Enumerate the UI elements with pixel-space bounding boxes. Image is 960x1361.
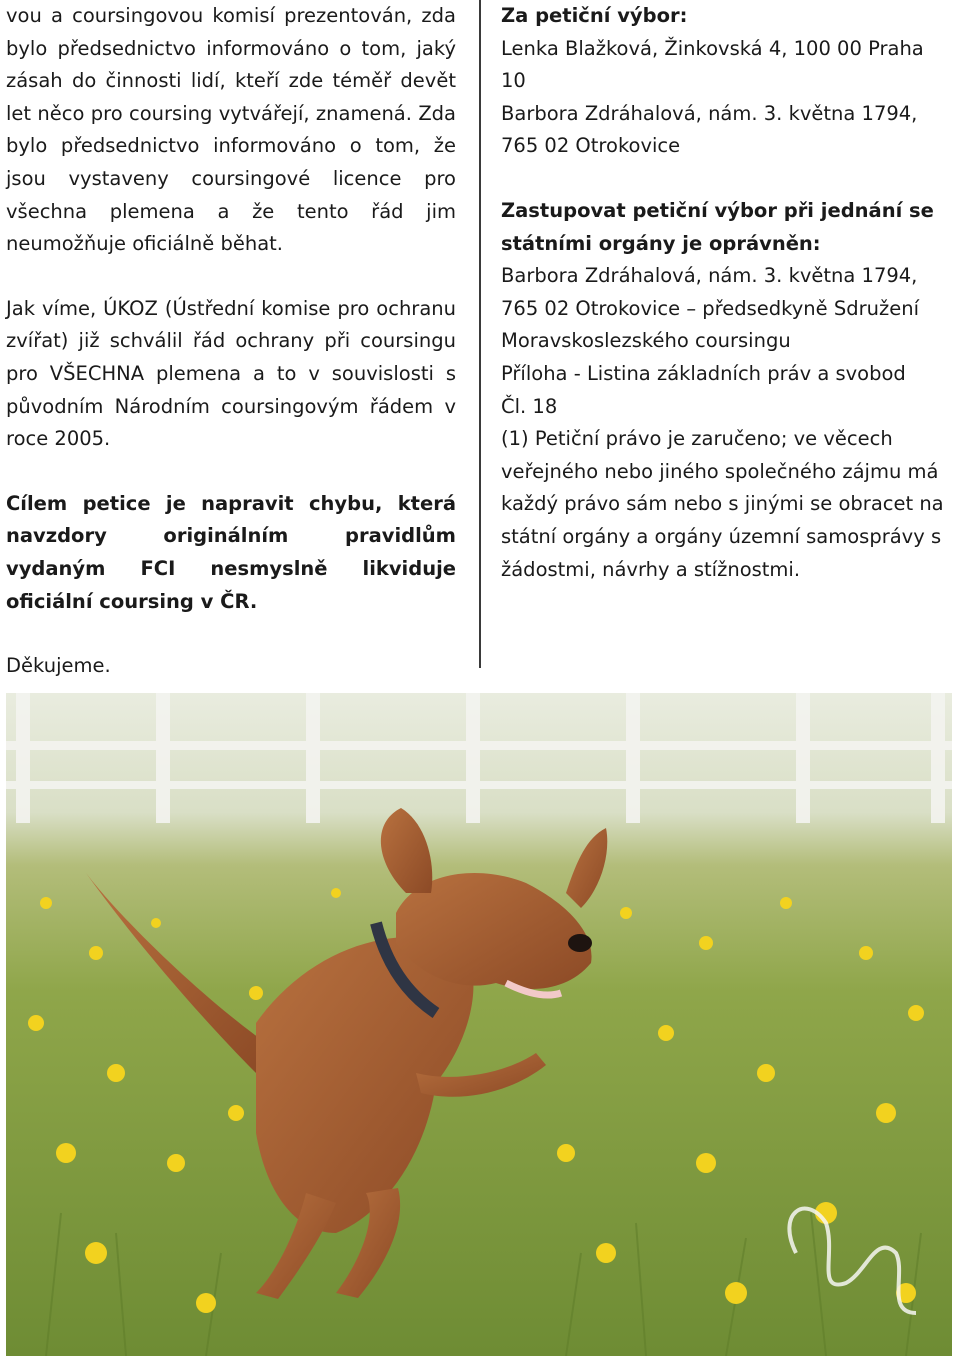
- article-text: (1) Petiční právo je zaručeno; ve věcech veřejného nebo jiného společného zájmu má každý právo sám nebo s jinými se obracet na státní orgány a orgány územní samosprávy s žádostmi, návrhy a stížnostmi.: [501, 427, 944, 581]
- committee-member: Barbora Zdráhalová, nám. 3. května 1794, 765 02 Otrokovice: [501, 101, 918, 158]
- committee-heading: Za petiční výbor:: [501, 4, 688, 27]
- body-paragraph: Jak víme, ÚKOZ (Ústřední komise pro ochranu zvířat) již schválil řád ochrany při coursingu pro VŠECHNA plemena a to v souvislosti s původním Národním coursingovým řádem v roce 2005.: [6, 296, 456, 451]
- committee-member: Lenka Blažková, Žinkovská 4, 100 00 Praha 10: [501, 36, 924, 93]
- dog-nose: [568, 934, 592, 952]
- representative-heading: Zastupovat petiční výbor při jednání se státními orgány je oprávněn:: [501, 198, 934, 255]
- right-column: [501, 0, 953, 586]
- representative-text: Barbora Zdráhalová, nám. 3. května 1794, 765 02 Otrokovice – předsedkyně Sdružení Moravskoslezského coursingu: [501, 264, 920, 353]
- left-column: [6, 0, 456, 618]
- thanks-text: Děkujeme.: [6, 654, 111, 677]
- petition-goal: Cílem petice je napravit chybu, která navzdory originálním pravidlům vydaným FCI nesmyslně likviduje oficiální coursing v ČR.: [6, 491, 456, 613]
- attachment-line: Příloha - Listina základních práv a svobod: [501, 361, 906, 385]
- dog-photo: [6, 693, 952, 1356]
- body-paragraph: vou a coursingovou komisí prezentován, zda bylo předsednictvo informováno o tom, jaký zásah do činnosti lidí, kteří zde téměř devět let něco pro coursing vytvářejí, znamená. Zda bylo předsednictvo informováno o tom, že jsou vystaveny coursingové licence pro všechna plemena a že tento řád jim neumožňuje oficiálně běhat.: [6, 4, 456, 256]
- column-divider: [479, 0, 481, 668]
- article-number: Čl. 18: [501, 394, 558, 418]
